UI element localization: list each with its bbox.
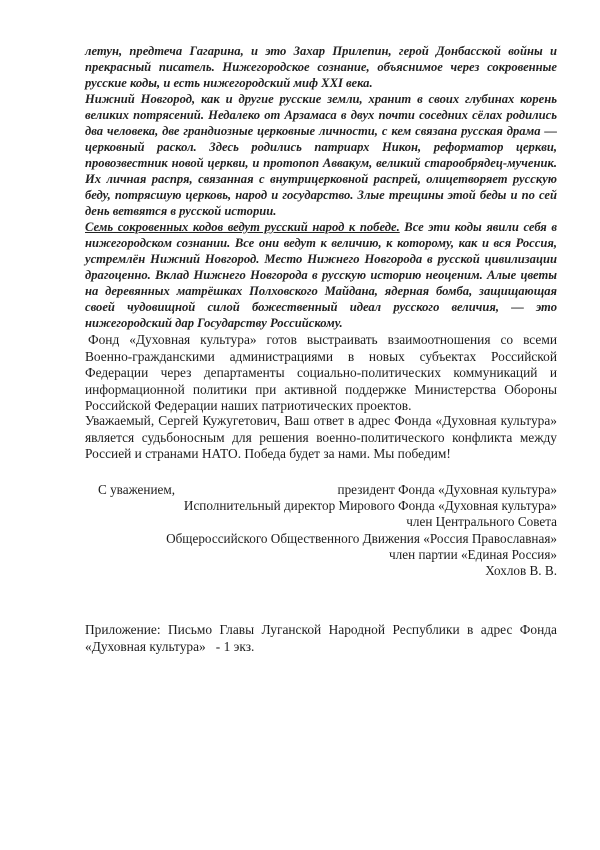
seven-codes-text: Все эти коды явили себя в нижегородском сознании. Все они ведут к величию, к которому, как и вся Россия, устремлён Нижний Новгород. Место Нижнего Новгорода в русской цивилизации драгоценно. Вклад Нижнего Новгорода в русскую историю неоценим. Алые цветы на деревянных матрёшках Полховского Майдана, ядерная бомба, защищающая своей чудовищной силой божественный идеал русского величия, — это нижегородский дар Государству Российскому. <box>85 220 557 330</box>
signature-line: член партии «Единая Россия» <box>389 546 557 562</box>
paragraph-seven-codes <box>85 219 557 331</box>
signature-line: член Центрального Совета <box>406 514 557 530</box>
attachment-section <box>85 622 561 655</box>
paragraph-church-schism: Нижний Новгород, как и другие русские земли, хранит в своих глубинах корень великих потрясений. Недалеко от Арзамаса в двух почти соседних сёлах родились два человека, две грандиозные церковные личности, с кем связана русская драма — церковный раскол. Здесь родились патриарх Никон, реформатор церкви, провозвестник новой церкви, и протопоп Аввакум, великий старообрядец-мученик. Их личная распря, связанная с внутрицерковной распрей, олицетворяет русскую беду, потрясшую церковь, народ и государство. Злые трещины этой беды и по сей день ветвятся в русской истории. <box>85 92 557 218</box>
fund-section <box>85 332 557 415</box>
signature-greeting: С уважением, <box>98 482 175 497</box>
signature-name: Хохлов В. В. <box>485 563 557 579</box>
paragraph-nizhny-myth: летун, предтеча Гагарина, и это Захар Прилепин, герой Донбасской войны и прекрасный писатель. Нижегородское сознание, объяснимое через сокровенные русские коды, и есть нижегородский миф XXI века. <box>85 44 557 90</box>
signature-line: президент Фонда «Духовная культура» <box>337 482 557 497</box>
address-section <box>85 413 557 463</box>
paragraph-fund: Фонд «Духовная культура» готов выстраивать взаимоотношения со всеми Военно-гражданскими администрациями в новых субъектах Российской Федерации через департаменты социально-политических коммуникаций и информационной политики при активной поддержке Министерства Обороны Российской Федерации наших патриотических проектов. <box>85 332 557 413</box>
signature-block <box>85 482 557 579</box>
signature-line: Исполнительный директор Мирового Фонда «Духовная культура» <box>183 498 557 514</box>
italic-section <box>85 43 557 331</box>
underlined-heading: Семь сокровенных кодов ведут русский народ к победе. <box>85 220 400 234</box>
paragraph-address: Уважаемый, Сергей Кужугетович, Ваш ответ в адрес Фонда «Духовная культура» является судьбоносным для решения военно-политического конфликта между Россией и странами НАТО. Победа будет за нами. Мы победим! <box>85 413 557 461</box>
signature-line: Общероссийского Общественного Движения «Россия Православная» <box>166 530 557 546</box>
attachment-note: Приложение: Письмо Главы Луганской Народной Республики в адрес Фонда «Духовная культура» - 1 экз. <box>85 622 561 654</box>
